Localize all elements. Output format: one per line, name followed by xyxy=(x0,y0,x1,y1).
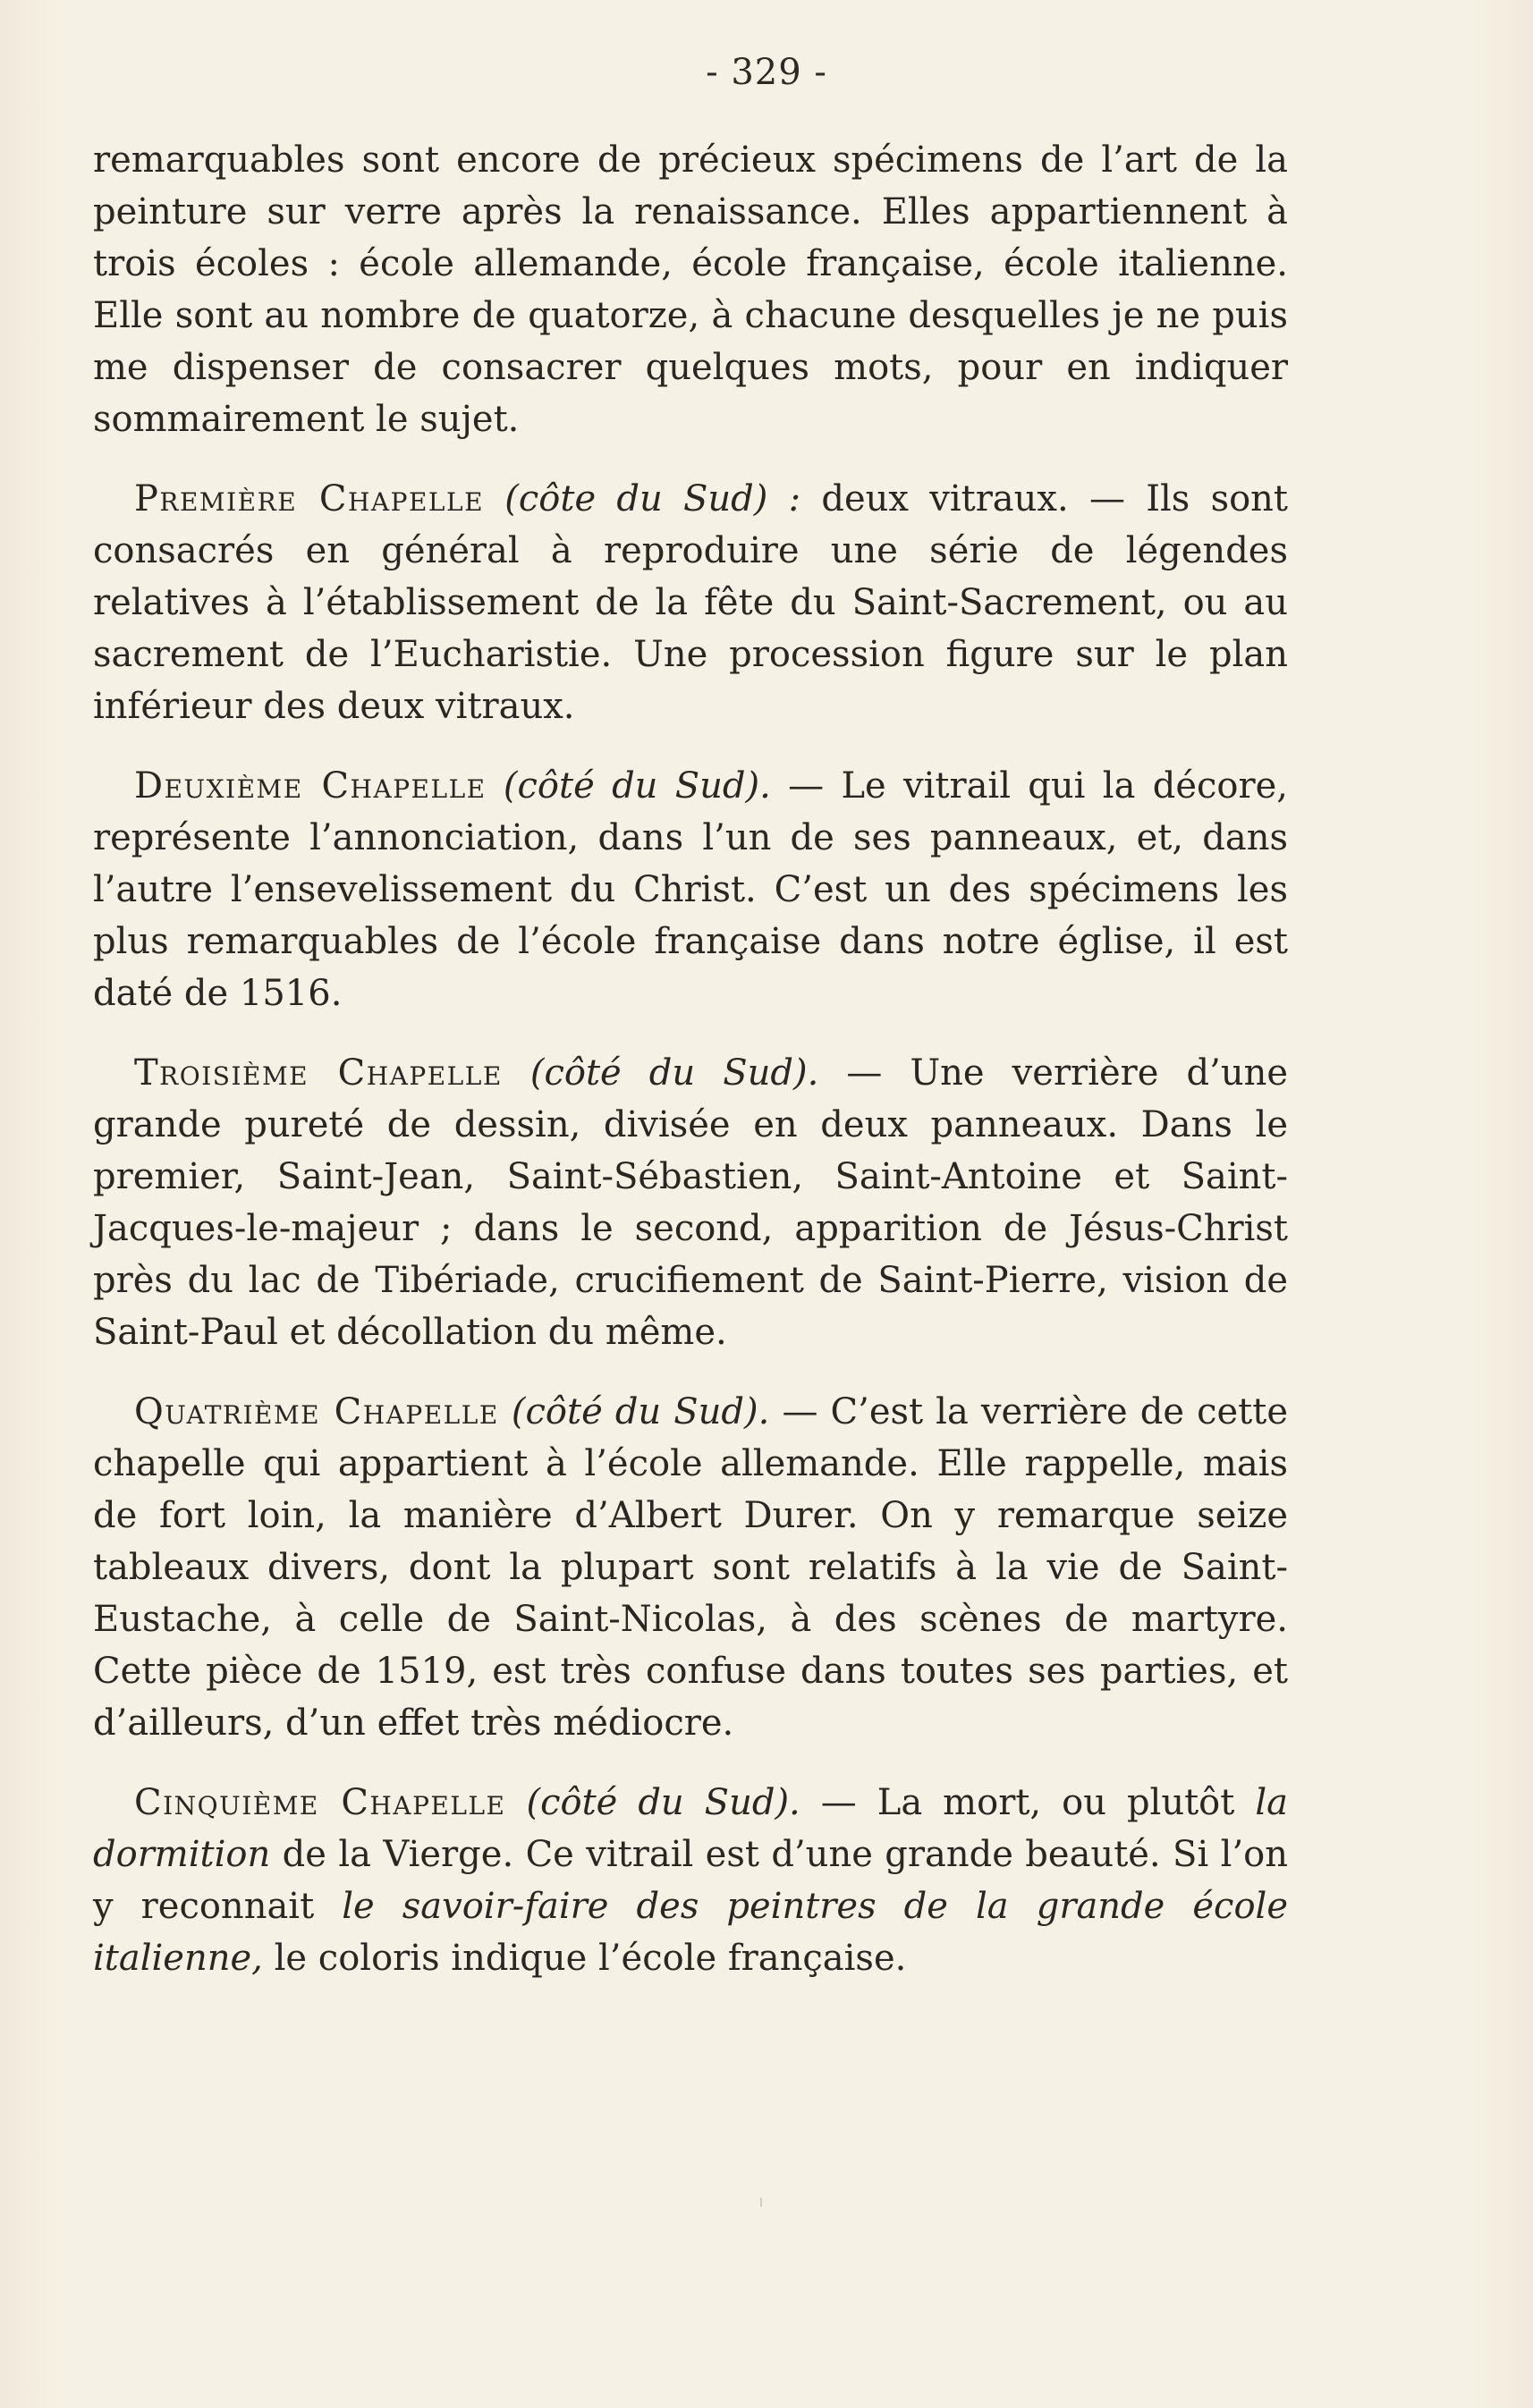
page-number: - 329 - xyxy=(706,52,827,93)
chapel-location: (côté du Sud). xyxy=(511,1391,770,1432)
chapel-heading: Cinquième Chapelle xyxy=(134,1782,506,1823)
paragraph-text: — La mort, ou plutôt xyxy=(820,1782,1235,1823)
paragraph-chapel-2 xyxy=(93,760,1288,1019)
body-text xyxy=(93,134,1288,2012)
paragraph-chapel-1 xyxy=(93,473,1288,732)
chapel-location: (côte du Sud) : xyxy=(504,478,801,520)
paragraph-text: — C’est la verrière de cette chapelle qui appartient à l’école allemande. Elle rappelle, mais de fort loin, la manière d’Albert Durer. On y remarque seize tableaux divers, dont la plupart sont relatifs à la vie de Saint-Eustache, à celle de Saint-Nicolas, à des scènes de martyre. Cette pièce de 1519, est très confuse dans toutes ses parties, et d’ailleurs, d’un effet très médiocre. xyxy=(93,1391,1289,1744)
paragraph-text: — Le vitrail qui la décore, représente l’annonciation, dans l’un de ses panneaux, et, dans l’autre l’ensevelissement du Christ. C’est un des spécimens les plus remarquables de l’école française dans notre église, il est daté de 1516. xyxy=(93,765,1288,1014)
paragraph-chapel-3 xyxy=(93,1047,1288,1358)
chapel-heading: Première Chapelle xyxy=(134,478,485,520)
paragraph-text: — Une verrière d’une grande pureté de dessin, divisée en deux panneaux. Dans le premier, Saint-Jean, Saint-Sébastien, Saint-Antoine et Saint-Jacques-le-majeur ; dans le second, apparition de Jésus-Christ près du lac de Tibériade, crucifiement de Saint-Pierre, vision de Saint-Paul et décollation du même. xyxy=(93,1052,1289,1353)
paper-speck xyxy=(760,2198,762,2207)
paragraph-chapel-5 xyxy=(93,1777,1288,1984)
italic-phrase: le savoir-faire des peintres de la grande école italienne, xyxy=(93,1886,1289,1979)
paragraph-text: le coloris indique l’école française. xyxy=(274,1938,907,1979)
chapel-location: (côté du Sud). xyxy=(529,1052,819,1094)
chapel-heading: Troisième Chapelle xyxy=(134,1052,503,1094)
italic-phrase: la dormition xyxy=(93,1782,1288,1875)
paragraph-text: deux vitraux. — Ils sont consacrés en général à reproduire une série de légendes relatives à l’établissement de la fête du Saint-Sacrement, ou au sacrement de l’Eucharistie. Une procession figure sur le plan inférieur des deux vitraux. xyxy=(93,478,1289,727)
chapel-location: (côté du Sud). xyxy=(526,1782,800,1823)
paragraph-intro xyxy=(93,134,1288,445)
paragraph-text: remarquables sont encore de précieux spécimens de l’art de la peinture sur verre après la renaissance. Elles appartiennent à trois écoles : école allemande, école française, école italienne. Elle sont au nombre de quatorze, à chacune desquelles je ne puis me dispenser de consacrer quelques mots, pour en indiquer sommairement le sujet. xyxy=(93,139,1288,440)
chapel-heading: Quatrième Chapelle xyxy=(134,1391,499,1432)
chapel-location: (côté du Sud). xyxy=(503,765,771,807)
paragraph-chapel-4 xyxy=(93,1386,1288,1749)
paragraph-text: de la Vierge. Ce vitrail est d’une grande beauté. Si l’on y reconnait xyxy=(93,1834,1289,1927)
chapel-heading: Deuxième Chapelle xyxy=(134,765,487,807)
